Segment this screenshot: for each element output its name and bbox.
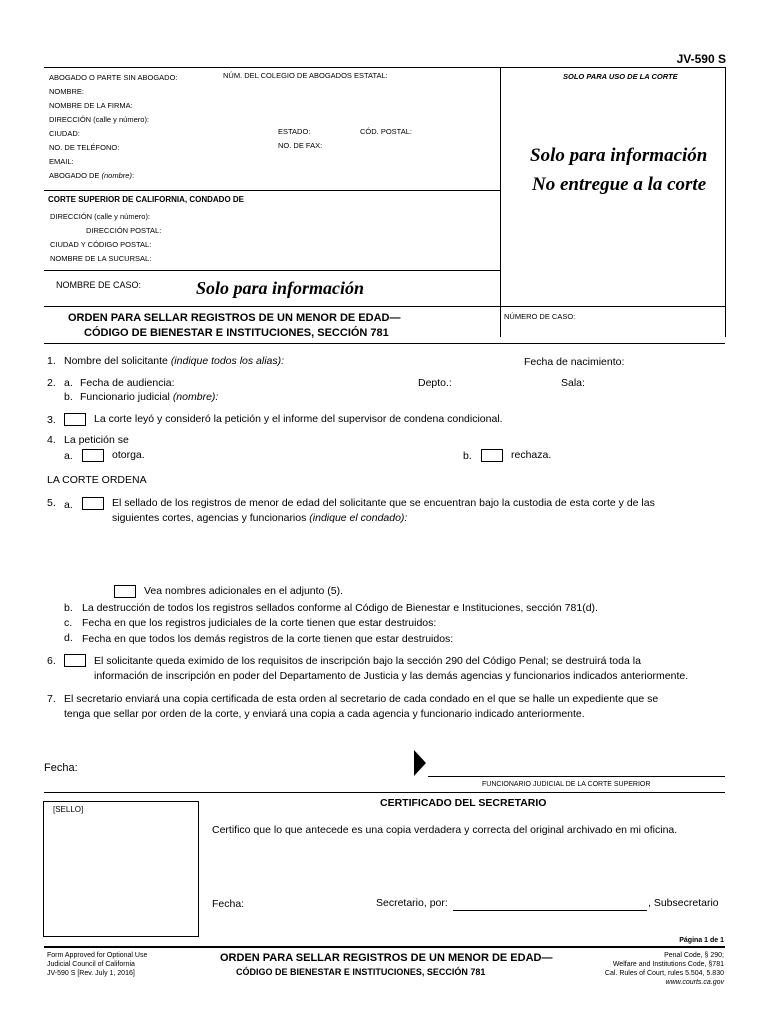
additional-names-label: Vea nombres adicionales en el adjunto (5). [144,585,344,597]
footer-title-1: ORDEN PARA SELLAR REGISTROS DE UN MENOR DE EDAD— [220,952,553,964]
title-top-border [44,306,725,307]
item-5a-line-1: El sellado de los registros de menor de edad del solicitante que se encuentran bajo la custodia de esta corte y de las [112,497,655,509]
clerk-signature-line [453,910,647,911]
item-5d-text: Fecha en que todos los demás registros de la corte tienen que estar destruidos: [82,633,454,645]
court-top-border [44,190,500,191]
form-id: JV-590 S [676,52,726,66]
judicial-officer-caption: FUNCIONARIO JUDICIAL DE LA CORTE SUPERIOR [482,781,651,788]
do-not-file-stamp: No entregue a la corte [532,174,707,195]
case-name-top-border [44,270,500,271]
item-5b-letter: b. [64,602,73,614]
zip-label: CÓD. POSTAL: [360,127,412,136]
firm-label: NOMBRE DE LA FIRMA: [49,101,133,110]
attorney-for-label: ABOGADO DE (nombre): [49,171,135,180]
item-5-number: 5. [47,497,56,509]
court-city-label: CIUDAD Y CÓDIGO POSTAL: [50,240,152,249]
room-label: Sala: [561,377,585,389]
item-5c-letter: c. [64,617,73,629]
department-label: Depto.: [418,377,452,389]
title-bottom-border [44,343,725,344]
clerk-certificate-title: CERTIFICADO DEL SECRETARIO [380,797,547,809]
item-5d-letter: d. [64,632,73,644]
dob-label: Fecha de nacimiento: [524,356,625,368]
certify-text: Certifico que lo que antecede es una copia verdadera y correcta del original archivado en mi oficina. [212,824,678,836]
item-4b-letter: b. [463,450,472,462]
footer-title-2: CÓDIGO DE BIENESTAR E INSTITUCIONES, SECCIÓN 781 [236,967,486,977]
info-only-stamp: Solo para información [530,145,708,166]
seal-box [43,801,199,937]
item-2-number: 2. [47,377,56,389]
item-3-checkbox[interactable] [64,413,86,426]
item-1-number: 1. [47,355,56,367]
order-title-2: CÓDIGO DE BIENESTAR E INSTITUCIONES, SECCIÓN 781 [84,327,389,339]
court-branch-label: NOMBRE DE LA SUCURSAL: [50,254,152,263]
case-number-label: NÚMERO DE CASO: [504,312,576,321]
approval-line-2: Judicial Council of California [47,961,135,968]
denied-checkbox[interactable] [481,449,503,462]
granted-label: otorga. [112,449,145,461]
approval-line-1: Form Approved for Optional Use [47,952,148,959]
court-title: CORTE SUPERIOR DE CALIFORNIA, CONDADO DE [48,195,245,204]
case-name-label: NOMBRE DE CASO: [56,280,142,290]
email-label: EMAIL: [49,157,74,166]
court-orders-heading: LA CORTE ORDENA [47,474,147,486]
item-5b-text: La destrucción de todos los registros sellados conforme al Código de Bienestar e Instituciones, sección 781(d). [82,602,598,614]
item-6-number: 6. [47,655,56,667]
item-4-number: 4. [47,434,56,446]
item-5a-letter: a. [64,499,73,511]
court-use-divider [500,67,501,337]
clerk-by-label: Secretario, por: [376,897,448,909]
item-4a-letter: a. [64,450,73,462]
clerk-top-border [44,792,725,793]
signature-date-label: Fecha: [44,762,78,774]
item-7-line-1: El secretario enviará una copia certificada de esta orden al secretario de cada condado en el que se halle un expediente que se [64,693,659,705]
hearing-date-label: Fecha de audiencia: [80,377,175,389]
signature-line [428,776,725,777]
court-street-label: DIRECCIÓN (calle y número): [50,212,151,221]
legal-references [605,951,724,987]
item-5c-text: Fecha en que los registros judiciales de la corte tienen que estar destruidos: [82,617,437,629]
reference-line-2: Welfare and Institutions Code, §781 [612,961,724,968]
denied-label: rechaza. [511,449,552,461]
item-3-text: La corte leyó y consideró la petición y el informe del supervisor de condena condicional. [94,413,503,425]
order-title-1: ORDEN PARA SELLAR REGISTROS DE UN MENOR DE EDAD— [68,312,401,324]
page-number: Página 1 de 1 [679,937,724,944]
approval-line-3: JV-590 S [Rev. July 1, 2016] [47,970,135,977]
courts-website-link[interactable]: www.courts.ca.gov [665,979,724,986]
item-5a-line-2: siguientes cortes, agencias y funcionarios (indique el condado): [112,512,408,524]
attorney-label: ABOGADO O PARTE SIN ABOGADO: [49,73,178,82]
item-3-number: 3. [47,414,56,426]
judicial-officer-label: Funcionario judicial (nombre): [80,391,219,403]
deputy-label: , Subsecretario [648,897,719,909]
footer-top-border [44,946,725,948]
right-border [725,67,726,337]
city-label: CIUDAD: [49,129,80,138]
court-mailing-label: DIRECCIÓN POSTAL: [86,226,162,235]
additional-names-checkbox[interactable] [114,585,136,598]
court-use-label: SOLO PARA USO DE LA CORTE [563,72,678,81]
granted-checkbox[interactable] [82,449,104,462]
top-border [44,67,725,68]
name-label: NOMBRE: [49,87,85,96]
item-5a-checkbox[interactable] [82,497,104,510]
signature-arrow-icon [414,750,428,776]
item-7-line-2: tenga que sellar por orden de la corte, y enviará una copia a cada agencia y funcionario indicado anteriormente. [64,708,585,720]
item-7-number: 7. [47,693,56,705]
case-name-stamp: Solo para información [196,278,365,298]
seal-label: [SELLO] [53,805,84,814]
item-6-line-2: información de inscripción en poder del Departamento de Justicia y las demás agencias y funcionarios indicados anteriormente. [94,670,689,682]
clerk-date-label: Fecha: [212,898,245,910]
bar-number-label: NÚM. DEL COLEGIO DE ABOGADOS ESTATAL: [223,71,388,80]
item-2a-letter: a. [64,377,73,389]
phone-label: NO. DE TELÉFONO: [49,143,120,152]
state-label: ESTADO: [278,127,311,136]
fax-label: NO. DE FAX: [278,141,323,150]
reference-line-1: Penal Code, § 290; [664,952,724,959]
form-approval [47,951,147,978]
reference-line-3: Cal. Rules of Court, rules 5.504, 5.830 [604,970,724,977]
item-6-line-1: El solicitante queda eximido de los requisitos de inscripción bajo la sección 290 del Código Penal; se destruirá toda la [94,655,641,667]
petitioner-name-label: Nombre del solicitante (indique todos los alias): [64,355,285,367]
address-label: DIRECCIÓN (calle y número): [49,115,150,124]
petition-label: La petición se [64,434,129,446]
item-2b-letter: b. [64,391,73,403]
item-6-checkbox[interactable] [64,654,86,667]
